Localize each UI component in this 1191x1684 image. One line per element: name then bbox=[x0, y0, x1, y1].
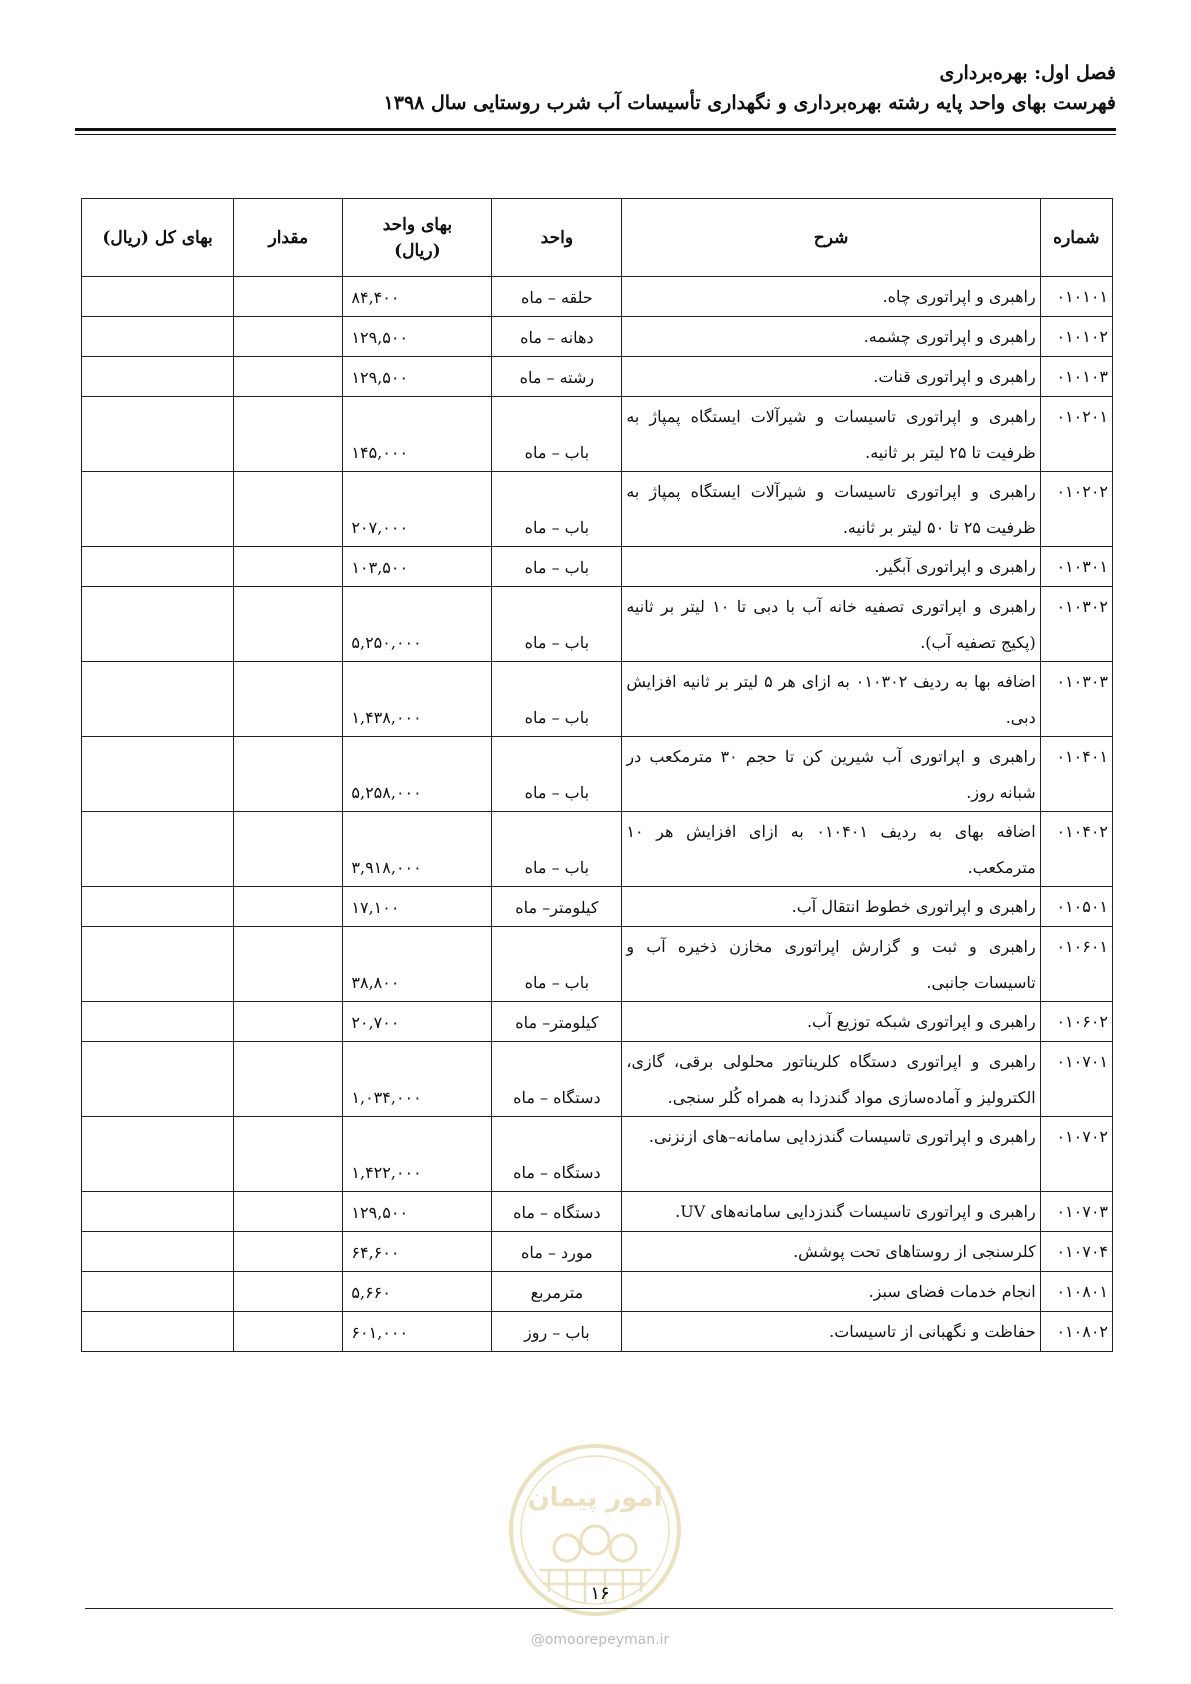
table-header-row bbox=[82, 199, 1113, 277]
column-header-description: شرح bbox=[622, 199, 1040, 277]
item-description: راهبری و اپراتوری تاسیسات و شیرآلات ایستگاه پمپاژ به ظرفیت تا ۲۵ لیتر بر ثانیه. bbox=[622, 397, 1040, 472]
header-divider-thin bbox=[75, 134, 1116, 135]
item-total-price bbox=[82, 277, 234, 317]
table-row bbox=[82, 662, 1113, 737]
item-code: ۰۱۰۶۰۱ bbox=[1040, 927, 1112, 1002]
item-total-price bbox=[82, 1272, 234, 1312]
item-unit-price: ۱۷,۱۰۰ bbox=[343, 887, 492, 927]
table-row bbox=[82, 1232, 1113, 1272]
item-unit: کیلومتر– ماه bbox=[492, 887, 622, 927]
item-description: راهبری و ثبت و گزارش اپراتوری مخازن ذخیره آب و تاسیسات جانبی. bbox=[622, 927, 1040, 1002]
item-total-price bbox=[82, 1117, 234, 1192]
item-quantity bbox=[234, 812, 343, 887]
item-code: ۰۱۰۳۰۱ bbox=[1040, 547, 1112, 587]
item-unit-price: ۱۲۹,۵۰۰ bbox=[343, 357, 492, 397]
item-unit-price: ۵,۲۵۰,۰۰۰ bbox=[343, 587, 492, 662]
item-code: ۰۱۰۳۰۳ bbox=[1040, 662, 1112, 737]
item-total-price bbox=[82, 1042, 234, 1117]
item-total-price bbox=[82, 887, 234, 927]
table-row bbox=[82, 927, 1113, 1002]
item-code: ۰۱۰۷۰۳ bbox=[1040, 1192, 1112, 1232]
item-quantity bbox=[234, 472, 343, 547]
item-unit-price: ۱,۰۳۴,۰۰۰ bbox=[343, 1042, 492, 1117]
item-unit: باب – ماه bbox=[492, 397, 622, 472]
item-unit-price: ۲۰۷,۰۰۰ bbox=[343, 472, 492, 547]
item-total-price bbox=[82, 587, 234, 662]
item-total-price bbox=[82, 1232, 234, 1272]
item-description: راهبری و اپراتوری خطوط انتقال آب. bbox=[622, 887, 1040, 927]
unit-price-label: بهای واحد bbox=[382, 214, 453, 235]
item-description: راهبری و اپراتوری قنات. bbox=[622, 357, 1040, 397]
item-description: راهبری و اپراتوری تاسیسات گندزدایی سامانه‌های UV. bbox=[622, 1192, 1040, 1232]
item-unit-price: ۸۴,۴۰۰ bbox=[343, 277, 492, 317]
item-quantity bbox=[234, 887, 343, 927]
item-code: ۰۱۰۶۰۲ bbox=[1040, 1002, 1112, 1042]
item-total-price bbox=[82, 472, 234, 547]
table-row bbox=[82, 1192, 1113, 1232]
item-description: راهبری و اپراتوری دستگاه کلریناتور محلولی برقی، گازی، الکترولیز و آماده‌سازی مواد گندزدا به همراه کُلر سنجی. bbox=[622, 1042, 1040, 1117]
item-code: ۰۱۰۷۰۱ bbox=[1040, 1042, 1112, 1117]
item-code: ۰۱۰۸۰۲ bbox=[1040, 1312, 1112, 1352]
item-code: ۰۱۰۱۰۳ bbox=[1040, 357, 1112, 397]
item-unit-price: ۱۴۵,۰۰۰ bbox=[343, 397, 492, 472]
table-row bbox=[82, 1272, 1113, 1312]
item-total-price bbox=[82, 812, 234, 887]
page-header bbox=[75, 58, 1116, 118]
item-quantity bbox=[234, 1312, 343, 1352]
item-unit-price: ۳,۹۱۸,۰۰۰ bbox=[343, 812, 492, 887]
item-total-price bbox=[82, 662, 234, 737]
table-row bbox=[82, 397, 1113, 472]
chapter-title: فصل اول: بهره‌برداری bbox=[939, 62, 1116, 84]
item-unit-price: ۱,۴۲۲,۰۰۰ bbox=[343, 1117, 492, 1192]
item-unit-price: ۱۰۳,۵۰۰ bbox=[343, 547, 492, 587]
item-unit: دستگاه – ماه bbox=[492, 1042, 622, 1117]
table-row bbox=[82, 277, 1113, 317]
item-unit-price: ۵,۲۵۸,۰۰۰ bbox=[343, 737, 492, 812]
item-unit: باب – ماه bbox=[492, 662, 622, 737]
item-unit: حلقه – ماه bbox=[492, 277, 622, 317]
item-description: حفاظت و نگهبانی از تاسیسات. bbox=[622, 1312, 1040, 1352]
item-unit: مورد – ماه bbox=[492, 1232, 622, 1272]
item-description: راهبری و اپراتوری شبکه توزیع آب. bbox=[622, 1002, 1040, 1042]
item-quantity bbox=[234, 547, 343, 587]
item-total-price bbox=[82, 357, 234, 397]
column-header-code: شماره bbox=[1040, 199, 1112, 277]
item-description: اضافه بهای به ردیف ۰۱۰۴۰۱ به ازای افزایش هر ۱۰ مترمکعب. bbox=[622, 812, 1040, 887]
table-row bbox=[82, 812, 1113, 887]
item-quantity bbox=[234, 1117, 343, 1192]
item-unit: دهانه – ماه bbox=[492, 317, 622, 357]
header-divider bbox=[75, 128, 1116, 131]
item-code: ۰۱۰۷۰۲ bbox=[1040, 1117, 1112, 1192]
item-code: ۰۱۰۸۰۱ bbox=[1040, 1272, 1112, 1312]
unit-price-currency: (ریال) bbox=[394, 240, 441, 261]
item-total-price bbox=[82, 1002, 234, 1042]
item-description: کلرسنجی از روستاهای تحت پوشش. bbox=[622, 1232, 1040, 1272]
item-description: راهبری و اپراتوری تاسیسات و شیرآلات ایستگاه پمپاژ به ظرفیت ۲۵ تا ۵۰ لیتر بر ثانیه. bbox=[622, 472, 1040, 547]
item-unit: باب – ماه bbox=[492, 737, 622, 812]
item-unit: باب – روز bbox=[492, 1312, 622, 1352]
table-row bbox=[82, 737, 1113, 812]
column-header-unit-price bbox=[343, 199, 492, 277]
item-description: راهبری و اپراتوری آب شیرین کن تا حجم ۳۰ مترمکعب در شبانه روز. bbox=[622, 737, 1040, 812]
item-quantity bbox=[234, 397, 343, 472]
item-description: راهبری و اپراتوری آبگیر. bbox=[622, 547, 1040, 587]
item-unit: باب – ماه bbox=[492, 587, 622, 662]
page-number: ۱۶ bbox=[590, 1583, 610, 1604]
item-unit: باب – ماه bbox=[492, 547, 622, 587]
item-total-price bbox=[82, 737, 234, 812]
item-unit: دستگاه – ماه bbox=[492, 1117, 622, 1192]
item-unit-price: ۱,۴۳۸,۰۰۰ bbox=[343, 662, 492, 737]
item-description: راهبری و اپراتوری چشمه. bbox=[622, 317, 1040, 357]
item-unit: دستگاه – ماه bbox=[492, 1192, 622, 1232]
table-row bbox=[82, 472, 1113, 547]
item-unit: باب – ماه bbox=[492, 472, 622, 547]
table-row bbox=[82, 317, 1113, 357]
item-description: انجام خدمات فضای سبز. bbox=[622, 1272, 1040, 1312]
item-description: راهبری و اپراتوری چاه. bbox=[622, 277, 1040, 317]
table-body bbox=[82, 277, 1113, 1352]
item-description: راهبری و اپراتوری تصفیه خانه آب با دبی تا ۱۰ لیتر بر ثانیه (پکیج تصفیه آب). bbox=[622, 587, 1040, 662]
item-unit-price: ۲۰,۷۰۰ bbox=[343, 1002, 492, 1042]
table-row bbox=[82, 357, 1113, 397]
item-code: ۰۱۰۲۰۲ bbox=[1040, 472, 1112, 547]
item-quantity bbox=[234, 317, 343, 357]
item-code: ۰۱۰۷۰۴ bbox=[1040, 1232, 1112, 1272]
item-unit-price: ۵,۶۶۰ bbox=[343, 1272, 492, 1312]
column-header-unit: واحد bbox=[492, 199, 622, 277]
website-watermark: @omoorepeyman.ir bbox=[530, 1632, 670, 1648]
item-unit-price: ۱۲۹,۵۰۰ bbox=[343, 317, 492, 357]
item-code: ۰۱۰۴۰۱ bbox=[1040, 737, 1112, 812]
item-code: ۰۱۰۱۰۱ bbox=[1040, 277, 1112, 317]
item-unit: کیلومتر– ماه bbox=[492, 1002, 622, 1042]
item-quantity bbox=[234, 1002, 343, 1042]
item-total-price bbox=[82, 1312, 234, 1352]
column-header-total-price: بهای کل (ریال) bbox=[82, 199, 234, 277]
item-quantity bbox=[234, 1272, 343, 1312]
table-row bbox=[82, 1312, 1113, 1352]
item-quantity bbox=[234, 737, 343, 812]
item-quantity bbox=[234, 357, 343, 397]
item-total-price bbox=[82, 317, 234, 357]
item-unit: رشته – ماه bbox=[492, 357, 622, 397]
table-row bbox=[82, 1117, 1113, 1192]
item-quantity bbox=[234, 587, 343, 662]
table-row bbox=[82, 887, 1113, 927]
item-description: اضافه بها به ردیف ۰۱۰۳۰۲ به ازای هر ۵ لیتر بر ثانیه افزایش دبی. bbox=[622, 662, 1040, 737]
table-row bbox=[82, 547, 1113, 587]
item-unit: باب – ماه bbox=[492, 927, 622, 1002]
item-quantity bbox=[234, 1042, 343, 1117]
item-unit-price: ۶۰۱,۰۰۰ bbox=[343, 1312, 492, 1352]
item-total-price bbox=[82, 927, 234, 1002]
item-quantity bbox=[234, 927, 343, 1002]
price-list-title: فهرست بهای واحد پایه رشته بهره‌برداری و نگهداری تأسیسات آب شرب روستایی سال ۱۳۹۸ bbox=[383, 92, 1116, 114]
item-quantity bbox=[234, 277, 343, 317]
footer-divider bbox=[85, 1608, 1113, 1609]
item-code: ۰۱۰۴۰۲ bbox=[1040, 812, 1112, 887]
item-total-price bbox=[82, 397, 234, 472]
table-row bbox=[82, 1042, 1113, 1117]
item-code: ۰۱۰۵۰۱ bbox=[1040, 887, 1112, 927]
item-description: راهبری و اپراتوری تاسیسات گندزدایی سامانه‌–های ازنزنی. bbox=[622, 1117, 1040, 1192]
item-unit-price: ۶۴,۶۰۰ bbox=[343, 1232, 492, 1272]
table-row bbox=[82, 587, 1113, 662]
price-table bbox=[81, 198, 1113, 1352]
item-unit-price: ۱۲۹,۵۰۰ bbox=[343, 1192, 492, 1232]
table-row bbox=[82, 1002, 1113, 1042]
item-unit-price: ۳۸,۸۰۰ bbox=[343, 927, 492, 1002]
item-code: ۰۱۰۳۰۲ bbox=[1040, 587, 1112, 662]
item-unit: مترمربع bbox=[492, 1272, 622, 1312]
item-code: ۰۱۰۱۰۲ bbox=[1040, 317, 1112, 357]
column-header-quantity: مقدار bbox=[234, 199, 343, 277]
item-unit: باب – ماه bbox=[492, 812, 622, 887]
item-total-price bbox=[82, 1192, 234, 1232]
item-quantity bbox=[234, 1192, 343, 1232]
item-quantity bbox=[234, 1232, 343, 1272]
item-total-price bbox=[82, 547, 234, 587]
watermark-logo-text: امور پیمان bbox=[527, 1483, 663, 1513]
item-quantity bbox=[234, 662, 343, 737]
item-code: ۰۱۰۲۰۱ bbox=[1040, 397, 1112, 472]
